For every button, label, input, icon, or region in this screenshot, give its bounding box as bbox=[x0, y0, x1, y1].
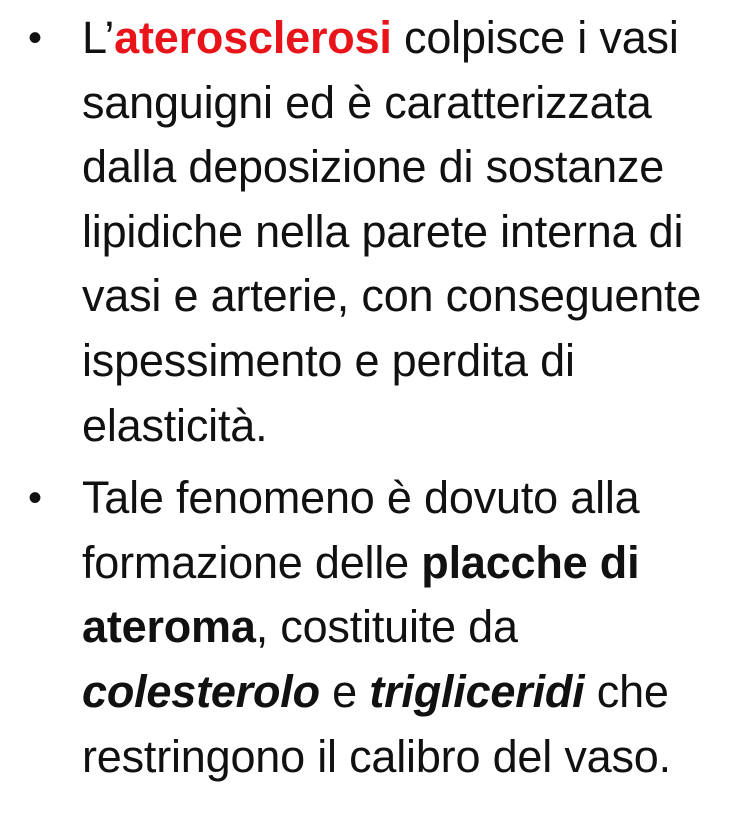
bullet-text: Tale fenomeno è dovuto alla formazione delle bbox=[82, 472, 640, 588]
bullet-text: , costituite da bbox=[255, 601, 518, 653]
bold-term-placche-di-ateroma: placche di ateroma bbox=[82, 536, 640, 653]
bullet-item-atherosclerosis bbox=[28, 6, 748, 458]
bold-italic-term-trigliceridi: trigliceridi bbox=[369, 665, 585, 717]
bullet-marker: • bbox=[28, 16, 42, 60]
text-prefix: L’ bbox=[82, 12, 115, 63]
bullet-text: colpisce i vasi sanguigni ed è caratterizzata dalla deposizione di sostanze lipidiche nella parete interna di vasi e arterie, con conseguente ispessimento e perdita di elasticità. bbox=[82, 12, 702, 451]
bold-italic-term-colesterolo: colesterolo bbox=[82, 665, 320, 717]
bullet-marker: • bbox=[28, 476, 42, 521]
bullet-item-plaques bbox=[28, 466, 748, 789]
bullet-text: e bbox=[319, 665, 370, 717]
highlight-term-aterosclerosi: aterosclerosi bbox=[114, 12, 392, 63]
bullet-text: che restringono il calibro del vaso. bbox=[82, 665, 671, 782]
bullet-list bbox=[28, 6, 748, 789]
